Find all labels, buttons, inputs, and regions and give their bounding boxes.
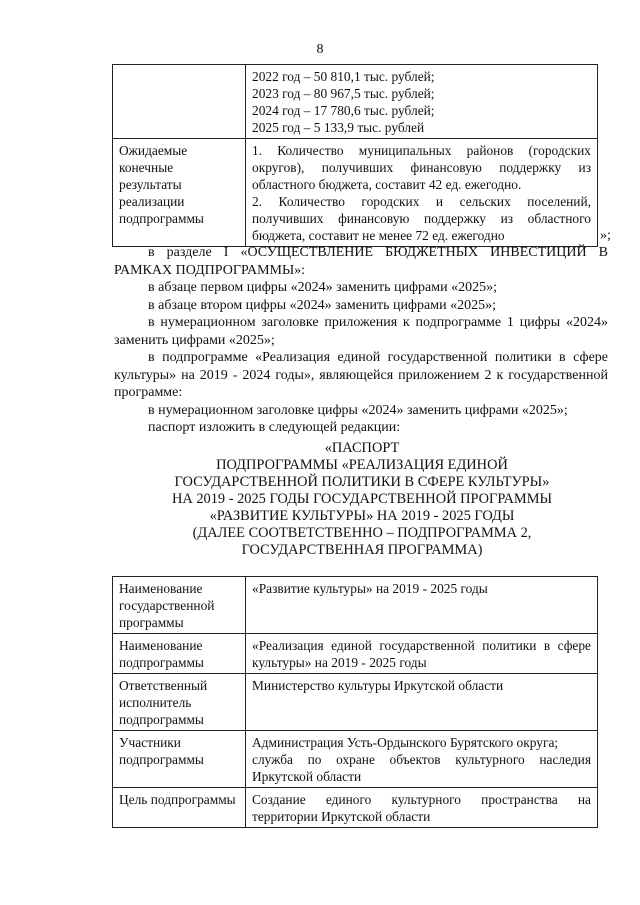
title-line: «ПАСПОРТ [324,440,400,456]
amendment-paragraph: в абзаце втором цифры «2024» заменить цифрами «2025»; [148,297,496,313]
passport-table [112,576,598,828]
finance-line: 2023 год – 80 967,5 тыс. рублей; [252,86,435,101]
passport-title [112,440,612,559]
page-number: 8 [316,42,324,57]
row-value: Администрация Усть-Ордынского Бурятского округа; [252,735,559,750]
table-row [113,731,598,788]
table-row [113,139,598,247]
results-cell [246,139,598,247]
title-line: ГОСУДАРСТВЕННОЙ ПОЛИТИКИ В СФЕРЕ КУЛЬТУРЫ» [174,474,550,490]
title-line: «РАЗВИТИЕ КУЛЬТУРЫ» НА 2019 - 2025 ГОДЫ [209,508,515,524]
table-row [113,788,598,828]
row-value: «Реализация единой государственной политики в сфере культуры» на 2019 - 2025 годы [246,634,598,674]
row-label: Ответственный исполнитель подпрограммы [113,674,246,731]
results-label: Ожидаемые конечные результаты реализации подпрограммы [113,139,246,247]
row-value: Министерство культуры Иркутской области [246,674,598,731]
title-line: ПОДПРОГРАММЫ «РЕАЛИЗАЦИЯ ЕДИНОЙ [216,457,508,473]
row-value-2: служба по охране объектов культурного наследия Иркутской области [252,752,591,784]
amendment-paragraph: в нумерационном заголовке приложения к подпрограмме 1 цифры «2024» заменить цифрами «2025»; [114,315,608,348]
amendment-paragraph: в нумерационном заголовке цифры «2024» заменить цифрами «2025»; [148,402,568,418]
title-line: НА 2019 - 2025 ГОДЫ ГОСУДАРСТВЕННОЙ ПРОГРАММЫ [171,491,553,507]
amendments-text [114,244,608,437]
amendment-paragraph: в абзаце первом цифры «2024» заменить цифрами «2025»; [148,280,497,295]
row-label: Наименование государственной программы [113,577,246,634]
row-value: Создание единого культурного пространства на территории Иркутской области [246,788,598,828]
finance-line: 2024 год – 17 780,6 тыс. рублей; [252,103,435,118]
table-row [113,634,598,674]
table-row [113,577,598,634]
row-label: Участники подпрограммы [113,731,246,788]
finance-cell [246,65,598,139]
title-line: (ДАЛЕЕ СООТВЕТСТВЕННО – ПОДПРОГРАММА 2, [192,525,532,541]
table-row [113,674,598,731]
finance-line: 2022 год – 50 810,1 тыс. рублей; [252,69,435,84]
empty-label-cell [113,65,246,139]
closing-quote: »; [600,228,611,243]
row-value: «Развитие культуры» на 2019 - 2025 годы [246,577,598,634]
results-item-1: 1. Количество муниципальных районов (городских округов), получивших финансовую поддержку из областного бюджета, составит 42 ед. ежегодно. [252,143,591,192]
table-row [113,65,598,139]
amendment-paragraph: в разделе I «ОСУЩЕСТВЛЕНИЕ БЮДЖЕТНЫХ ИНВЕСТИЦИЙ В РАМКАХ ПОДПРОГРАММЫ»: [114,245,608,278]
amendment-paragraph: паспорт изложить в следующей редакции: [148,420,401,435]
title-line: ГОСУДАРСТВЕННАЯ ПРОГРАММА) [241,542,483,558]
row-value-cell [246,731,598,788]
amendment-paragraph: в подпрограмме «Реализация единой государственной политики в сфере культуры» на 2019 - 2024 годы», являющейся приложением 2 к государственной программе: [114,350,608,400]
row-label: Наименование подпрограммы [113,634,246,674]
finance-results-table [112,64,598,247]
row-label: Цель подпрограммы [113,788,246,828]
finance-line: 2025 год – 5 133,9 тыс. рублей [252,120,425,135]
results-item-2: 2. Количество городских и сельских поселений, получивших финансовую поддержку из областного бюджета, составит не менее 72 ед. ежегодно [252,194,591,243]
